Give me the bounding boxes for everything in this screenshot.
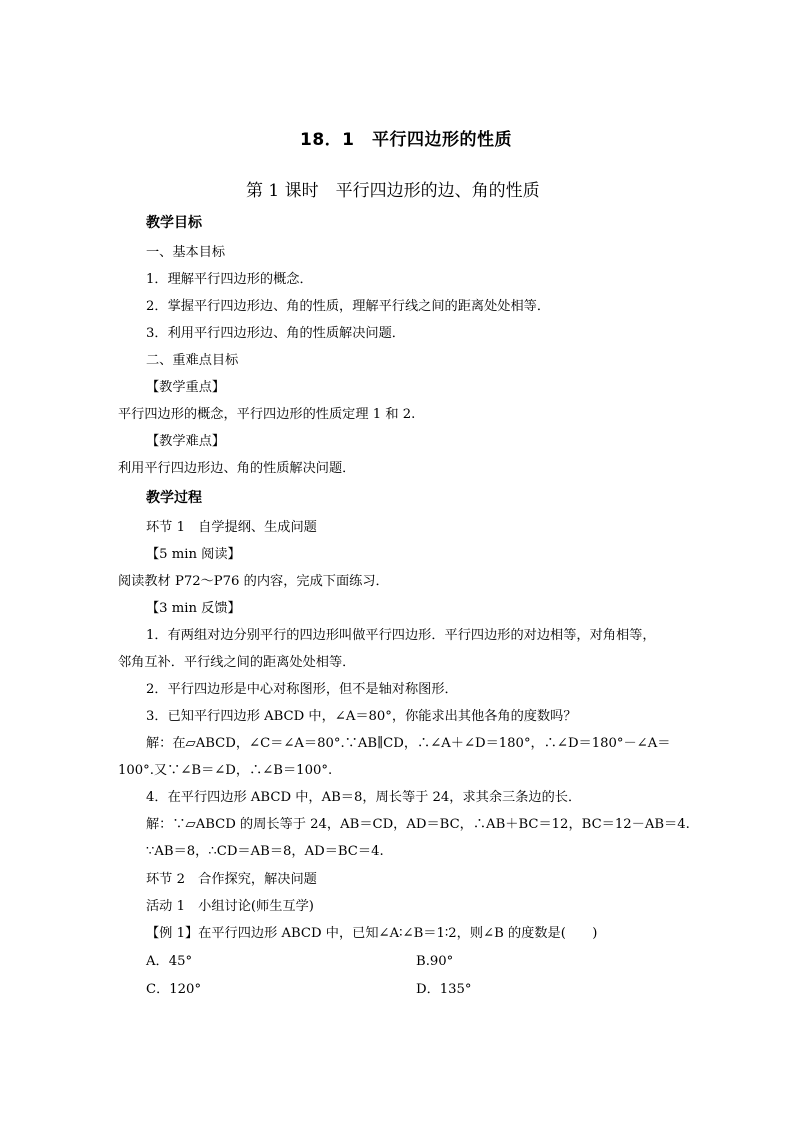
answer-3-line-1: 解：在▱ABCD，∠C＝∠A＝80°.∵AB∥CD，∴∠A＋∠D＝180°，∴∠D＝180°－∠A＝: [146, 736, 671, 751]
option-d: D．135°: [416, 982, 472, 997]
step-1-heading: 环节 1 自学提纲、生成问题: [146, 520, 317, 535]
answer-4-line-2: ∵AB＝8，∴CD＝AB＝8，AD＝BC＝4.: [146, 844, 384, 859]
answer-3-line-2: 100°.又∵∠B＝∠D，∴∠B＝100°.: [118, 763, 333, 778]
goals-heading: 教学目标: [146, 215, 202, 231]
activity-1-heading: 活动 1 小组讨论(师生互学): [146, 899, 314, 914]
basic-goal-item: 3．利用平行四边形边、角的性质解决问题．: [146, 326, 405, 341]
example-1: 【例 1】在平行四边形 ABCD 中，已知∠A∶∠B＝1∶2，则∠B 的度数是( ): [146, 926, 598, 941]
basic-goal-item: 1．理解平行四边形的概念．: [146, 272, 313, 287]
process-heading: 教学过程: [146, 490, 202, 506]
reading-label: 【5 min 阅读】: [146, 547, 241, 562]
feedback-label: 【3 min 反馈】: [146, 601, 241, 616]
question-4: 4．在平行四边形 ABCD 中，AB＝8，周长等于 24，求其余三条边的长．: [146, 790, 582, 805]
difficulty-label: 【教学难点】: [146, 434, 226, 449]
page-title: 18．1 平行四边形的性质: [300, 130, 512, 150]
answer-4-line-1: 解：∵▱ABCD 的周长等于 24，AB＝CD，AD＝BC，∴AB＋BC＝12，BC＝12－AB＝4.: [146, 817, 690, 832]
option-b: B.90°: [416, 954, 454, 969]
question-1-line-1: 1．有两组对边分别平行的四边形叫做平行四边形．平行四边形的对边相等，对角相等，: [146, 628, 656, 643]
option-a: A．45°: [146, 954, 193, 969]
reading-text: 阅读教材 P72～P76 的内容，完成下面练习．: [118, 574, 389, 589]
lesson-subtitle: 第 1 课时 平行四边形的边、角的性质: [246, 181, 540, 201]
question-3: 3．已知平行四边形 ABCD 中，∠A＝80°，你能求出其他各角的度数吗？: [146, 709, 577, 724]
key-goals-heading: 二、重难点目标: [146, 353, 239, 368]
question-1-line-2: 邻角互补．平行线之间的距离处处相等．: [118, 655, 356, 670]
option-c: C．120°: [146, 982, 202, 997]
step-2-heading: 环节 2 合作探究，解决问题: [146, 872, 317, 887]
key-point-label: 【教学重点】: [146, 380, 226, 395]
key-point-text: 平行四边形的概念，平行四边形的性质定理 1 和 2.: [118, 407, 416, 422]
question-2: 2．平行四边形是中心对称图形，但不是轴对称图形．: [146, 682, 458, 697]
difficulty-text: 利用平行四边形边、角的性质解决问题．: [118, 461, 356, 476]
basic-goals-heading: 一、基本目标: [146, 245, 226, 260]
basic-goal-item: 2．掌握平行四边形边、角的性质，理解平行线之间的距离处处相等．: [146, 299, 551, 314]
